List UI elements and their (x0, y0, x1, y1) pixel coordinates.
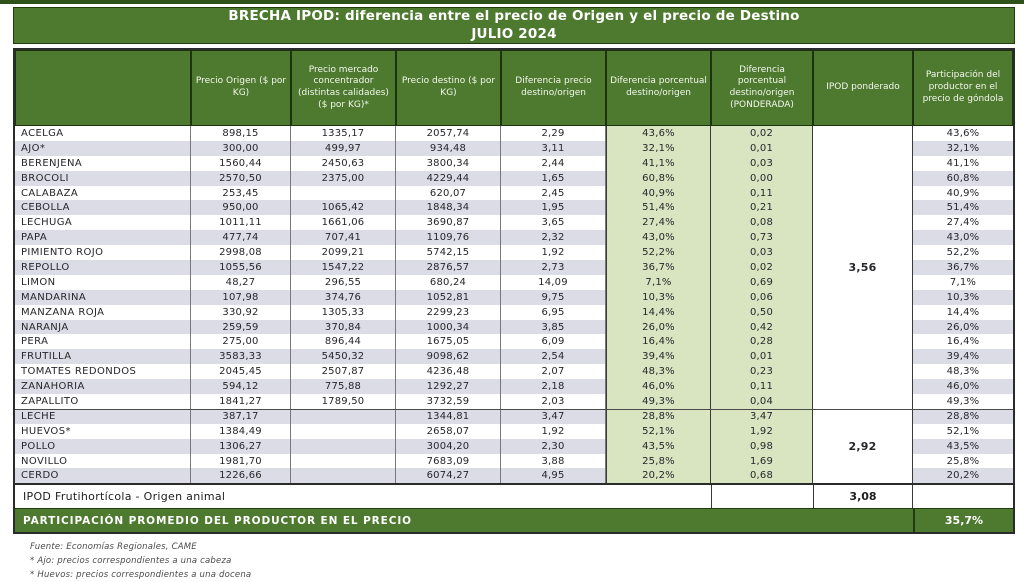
cell-mercado (291, 410, 396, 424)
product-name: LIMON (15, 275, 191, 290)
cell-dif_pct_pond: 0,50 (711, 305, 813, 320)
cell-mercado: 1305,33 (291, 305, 396, 320)
cell-dif: 1,65 (501, 171, 606, 186)
cell-dif: 3,65 (501, 215, 606, 230)
cell-origen: 898,15 (191, 126, 291, 141)
table-row (15, 468, 1013, 483)
table-row (15, 334, 1013, 349)
product-name: MANZANA ROJA (15, 305, 191, 320)
cell-ipod (813, 156, 913, 171)
product-name: REPOLLO (15, 260, 191, 275)
cell-dif_pct: 39,4% (606, 349, 711, 364)
cell-dif_pct_pond: 0,69 (711, 275, 813, 290)
cell-origen: 300,00 (191, 141, 291, 156)
cell-ipod (813, 141, 913, 156)
cell-dif: 1,92 (501, 424, 606, 439)
cell-dif_pct: 20,2% (606, 468, 711, 483)
cell-dif_pct: 40,9% (606, 186, 711, 201)
cell-origen: 1841,27 (191, 394, 291, 409)
participation-row (15, 508, 1013, 532)
cell-destino: 934,48 (396, 141, 501, 156)
table-row (15, 364, 1013, 379)
cell-origen: 950,00 (191, 200, 291, 215)
product-name: ZAPALLITO (15, 394, 191, 409)
cell-participacion: 27,4% (913, 215, 1013, 230)
cell-participacion: 16,4% (913, 334, 1013, 349)
cell-dif_pct: 16,4% (606, 334, 711, 349)
cell-destino: 1848,34 (396, 200, 501, 215)
product-name: AJO* (15, 141, 191, 156)
cell-dif_pct: 52,2% (606, 245, 711, 260)
cell-dif_pct_pond: 1,92 (711, 424, 813, 439)
cell-mercado: 707,41 (291, 230, 396, 245)
column-header-participacion: Participación del productor en el precio de góndola (913, 50, 1013, 126)
cell-ipod (813, 290, 913, 305)
product-name: LECHUGA (15, 215, 191, 230)
cell-destino: 2299,23 (396, 305, 501, 320)
cell-dif_pct_pond: 0,23 (711, 364, 813, 379)
cell-origen: 2998,08 (191, 245, 291, 260)
cell-mercado: 370,84 (291, 320, 396, 335)
table-row (15, 260, 1013, 275)
cell-dif_pct: 14,4% (606, 305, 711, 320)
cell-dif_pct: 51,4% (606, 200, 711, 215)
cell-destino: 7683,09 (396, 454, 501, 469)
product-name: BROCOLI (15, 171, 191, 186)
cell-origen: 259,59 (191, 320, 291, 335)
cell-mercado: 2450,63 (291, 156, 396, 171)
cell-dif: 2,73 (501, 260, 606, 275)
cell-ipod (813, 454, 913, 469)
cell-dif_pct_pond: 0,01 (711, 349, 813, 364)
cell-destino: 1109,76 (396, 230, 501, 245)
cell-origen: 477,74 (191, 230, 291, 245)
cell-dif_pct_pond: 0,98 (711, 439, 813, 454)
product-name: NARANJA (15, 320, 191, 335)
cell-participacion: 10,3% (913, 290, 1013, 305)
cell-origen: 1560,44 (191, 156, 291, 171)
cell-dif: 3,47 (501, 410, 606, 424)
cell-destino: 620,07 (396, 186, 501, 201)
cell-participacion: 52,1% (913, 424, 1013, 439)
column-header-product (15, 50, 191, 126)
product-name: CEBOLLA (15, 200, 191, 215)
table-row (15, 141, 1013, 156)
cell-mercado: 775,88 (291, 379, 396, 394)
table-row (15, 409, 1013, 424)
cell-origen: 1011,11 (191, 215, 291, 230)
cell-mercado: 1335,17 (291, 126, 396, 141)
cell-ipod (813, 126, 913, 141)
cell-participacion: 20,2% (913, 468, 1013, 483)
cell-dif: 6,95 (501, 305, 606, 320)
cell-destino: 1344,81 (396, 410, 501, 424)
cell-ipod (813, 320, 913, 335)
cell-origen: 594,12 (191, 379, 291, 394)
product-name: POLLO (15, 439, 191, 454)
cell-mercado: 2375,00 (291, 171, 396, 186)
cell-dif_pct_pond: 0,11 (711, 379, 813, 394)
cell-participacion: 41,1% (913, 156, 1013, 171)
cell-dif_pct_pond: 1,69 (711, 454, 813, 469)
cell-dif_pct: 32,1% (606, 141, 711, 156)
cell-mercado: 896,44 (291, 334, 396, 349)
cell-dif: 3,88 (501, 454, 606, 469)
table-row (15, 156, 1013, 171)
product-name: MANDARINA (15, 290, 191, 305)
cell-dif_pct: 26,0% (606, 320, 711, 335)
cell-destino: 1052,81 (396, 290, 501, 305)
product-name: CALABAZA (15, 186, 191, 201)
product-name: NOVILLO (15, 454, 191, 469)
table-row (15, 171, 1013, 186)
cell-dif: 1,95 (501, 200, 606, 215)
cell-participacion: 14,4% (913, 305, 1013, 320)
cell-participacion: 40,9% (913, 186, 1013, 201)
cell-ipod: 3,56 (813, 260, 913, 275)
ipod-report (13, 7, 1015, 582)
table-row (15, 215, 1013, 230)
cell-participacion: 7,1% (913, 275, 1013, 290)
cell-dif: 2,54 (501, 349, 606, 364)
cell-origen: 107,98 (191, 290, 291, 305)
column-header-diferencia-ponderada: Diferencia porcentual destino/origen (PONDERADA) (711, 50, 813, 126)
cell-participacion: 43,6% (913, 126, 1013, 141)
table-row (15, 186, 1013, 201)
cell-ipod (813, 230, 913, 245)
cell-dif_pct: 10,3% (606, 290, 711, 305)
cell-dif_pct_pond: 0,42 (711, 320, 813, 335)
product-name: PIMIENTO ROJO (15, 245, 191, 260)
cell-participacion: 46,0% (913, 379, 1013, 394)
cell-mercado: 2507,87 (291, 364, 396, 379)
cell-dif_pct: 48,3% (606, 364, 711, 379)
cell-dif_pct_pond: 0,08 (711, 215, 813, 230)
cell-ipod (813, 305, 913, 320)
cell-origen: 48,27 (191, 275, 291, 290)
footnote-huevos: * Huevos: precios correspondientes a una docena (30, 570, 252, 581)
product-name: CERDO (15, 468, 191, 483)
cell-ipod (813, 410, 913, 424)
cell-participacion: 43,5% (913, 439, 1013, 454)
cell-destino: 5742,15 (396, 245, 501, 260)
cell-dif_pct: 27,4% (606, 215, 711, 230)
ipod-summary-spacer (711, 485, 813, 508)
cell-dif_pct: 36,7% (606, 260, 711, 275)
product-name: LECHE (15, 410, 191, 424)
report-subtitle: JULIO 2024 (471, 25, 557, 42)
ipod-summary-row (15, 483, 1013, 508)
participation-value: 35,7% (913, 509, 1013, 532)
product-name: ZANAHORIA (15, 379, 191, 394)
table-body (15, 126, 1013, 483)
product-name: HUEVOS* (15, 424, 191, 439)
table-row (15, 305, 1013, 320)
cell-mercado (291, 454, 396, 469)
table-row (15, 394, 1013, 409)
product-name: PERA (15, 334, 191, 349)
cell-origen: 275,00 (191, 334, 291, 349)
cell-mercado: 1547,22 (291, 260, 396, 275)
cell-ipod (813, 171, 913, 186)
cell-ipod (813, 349, 913, 364)
cell-participacion: 48,3% (913, 364, 1013, 379)
cell-dif: 2,29 (501, 126, 606, 141)
cell-ipod (813, 379, 913, 394)
cell-destino: 1000,34 (396, 320, 501, 335)
top-border-strip (0, 0, 1024, 4)
cell-destino: 1675,05 (396, 334, 501, 349)
cell-dif: 3,85 (501, 320, 606, 335)
cell-dif: 4,95 (501, 468, 606, 483)
cell-mercado: 374,76 (291, 290, 396, 305)
cell-participacion: 43,0% (913, 230, 1013, 245)
cell-mercado (291, 439, 396, 454)
cell-dif: 2,32 (501, 230, 606, 245)
cell-destino: 2057,74 (396, 126, 501, 141)
column-header-diferencia-porcentual: Diferencia porcentual destino/origen (606, 50, 711, 126)
cell-destino: 2876,57 (396, 260, 501, 275)
table-row (15, 200, 1013, 215)
cell-origen: 1384,49 (191, 424, 291, 439)
cell-destino: 3004,20 (396, 439, 501, 454)
cell-destino: 680,24 (396, 275, 501, 290)
table-row (15, 454, 1013, 469)
table-header-row (15, 50, 1013, 126)
product-name: TOMATES REDONDOS (15, 364, 191, 379)
product-name: FRUTILLA (15, 349, 191, 364)
cell-dif_pct: 60,8% (606, 171, 711, 186)
report-title-bar (13, 7, 1015, 44)
cell-participacion: 60,8% (913, 171, 1013, 186)
cell-dif_pct_pond: 0,00 (711, 171, 813, 186)
cell-mercado: 2099,21 (291, 245, 396, 260)
cell-mercado (291, 186, 396, 201)
column-header-precio-destino: Precio destino ($ por KG) (396, 50, 501, 126)
cell-dif_pct_pond: 0,11 (711, 186, 813, 201)
cell-mercado (291, 424, 396, 439)
product-name: BERENJENA (15, 156, 191, 171)
cell-dif: 9,75 (501, 290, 606, 305)
table-row (15, 245, 1013, 260)
cell-dif_pct_pond: 0,73 (711, 230, 813, 245)
cell-destino: 3800,34 (396, 156, 501, 171)
cell-dif_pct_pond: 0,04 (711, 394, 813, 409)
participation-label: PARTICIPACIÓN PROMEDIO DEL PRODUCTOR EN EL PRECIO (23, 514, 412, 527)
column-header-ipod-ponderado: IPOD ponderado (813, 50, 913, 126)
table-row (15, 126, 1013, 141)
cell-destino: 6074,27 (396, 468, 501, 483)
cell-dif_pct: 46,0% (606, 379, 711, 394)
cell-ipod (813, 468, 913, 483)
cell-origen: 2045,45 (191, 364, 291, 379)
table-row (15, 424, 1013, 439)
cell-ipod (813, 245, 913, 260)
cell-dif_pct: 52,1% (606, 424, 711, 439)
cell-ipod (813, 215, 913, 230)
cell-dif_pct: 43,5% (606, 439, 711, 454)
cell-origen: 1055,56 (191, 260, 291, 275)
column-header-precio-origen: Precio Origen ($ por KG) (191, 50, 291, 126)
cell-destino: 4229,44 (396, 171, 501, 186)
cell-dif_pct: 28,8% (606, 410, 711, 424)
table-row (15, 320, 1013, 335)
cell-dif_pct_pond: 0,68 (711, 468, 813, 483)
column-header-precio-mercado: Precio mercado concentrador (distintas calidades) ($ por KG)* (291, 50, 396, 126)
cell-dif_pct: 25,8% (606, 454, 711, 469)
cell-origen: 253,45 (191, 186, 291, 201)
cell-dif_pct: 49,3% (606, 394, 711, 409)
cell-mercado: 5450,32 (291, 349, 396, 364)
cell-origen: 1226,66 (191, 468, 291, 483)
cell-destino: 4236,48 (396, 364, 501, 379)
cell-mercado: 1661,06 (291, 215, 396, 230)
cell-dif: 3,11 (501, 141, 606, 156)
cell-dif_pct: 43,0% (606, 230, 711, 245)
cell-dif_pct_pond: 0,06 (711, 290, 813, 305)
cell-mercado: 499,97 (291, 141, 396, 156)
cell-dif: 14,09 (501, 275, 606, 290)
footnote-ajo: * Ajo: precios correspondientes a una cabeza (30, 556, 232, 567)
cell-dif_pct_pond: 0,03 (711, 245, 813, 260)
cell-dif: 2,18 (501, 379, 606, 394)
cell-participacion: 26,0% (913, 320, 1013, 335)
table-row (15, 230, 1013, 245)
cell-origen: 2570,50 (191, 171, 291, 186)
cell-dif_pct: 43,6% (606, 126, 711, 141)
cell-mercado (291, 468, 396, 483)
cell-dif_pct: 7,1% (606, 275, 711, 290)
cell-ipod (813, 200, 913, 215)
product-name: PAPA (15, 230, 191, 245)
cell-participacion: 28,8% (913, 410, 1013, 424)
cell-participacion: 32,1% (913, 141, 1013, 156)
cell-origen: 1981,70 (191, 454, 291, 469)
cell-dif: 6,09 (501, 334, 606, 349)
cell-dif_pct_pond: 0,28 (711, 334, 813, 349)
table-row (15, 275, 1013, 290)
cell-dif_pct_pond: 0,01 (711, 141, 813, 156)
cell-dif: 1,92 (501, 245, 606, 260)
ipod-summary-value: 3,08 (813, 485, 913, 508)
table-row (15, 349, 1013, 364)
ipod-summary-label: IPOD Frutihortícola - Origen animal (23, 490, 226, 504)
cell-dif: 2,45 (501, 186, 606, 201)
cell-ipod (813, 186, 913, 201)
cell-dif: 2,44 (501, 156, 606, 171)
cell-ipod: 2,92 (813, 439, 913, 454)
cell-origen: 387,17 (191, 410, 291, 424)
ipod-table (13, 48, 1015, 534)
cell-origen: 1306,27 (191, 439, 291, 454)
cell-ipod (813, 364, 913, 379)
cell-dif_pct_pond: 0,02 (711, 126, 813, 141)
cell-dif_pct_pond: 3,47 (711, 410, 813, 424)
product-name: ACELGA (15, 126, 191, 141)
cell-dif: 2,07 (501, 364, 606, 379)
cell-dif: 2,30 (501, 439, 606, 454)
cell-destino: 2658,07 (396, 424, 501, 439)
cell-participacion: 36,7% (913, 260, 1013, 275)
footnote-source: Fuente: Economías Regionales, CAME (30, 542, 197, 553)
cell-dif_pct_pond: 0,03 (711, 156, 813, 171)
ipod-summary-spacer (913, 485, 1013, 508)
cell-participacion: 25,8% (913, 454, 1013, 469)
cell-mercado: 296,55 (291, 275, 396, 290)
cell-participacion: 39,4% (913, 349, 1013, 364)
cell-dif_pct: 41,1% (606, 156, 711, 171)
cell-origen: 330,92 (191, 305, 291, 320)
table-row (15, 379, 1013, 394)
cell-ipod (813, 275, 913, 290)
report-title: BRECHA IPOD: diferencia entre el precio de Origen y el precio de Destino (228, 7, 800, 24)
table-row (15, 439, 1013, 454)
table-row (15, 290, 1013, 305)
cell-participacion: 49,3% (913, 394, 1013, 409)
cell-participacion: 52,2% (913, 245, 1013, 260)
cell-dif_pct_pond: 0,02 (711, 260, 813, 275)
cell-mercado: 1789,50 (291, 394, 396, 409)
cell-origen: 3583,33 (191, 349, 291, 364)
cell-destino: 3732,59 (396, 394, 501, 409)
cell-destino: 1292,27 (396, 379, 501, 394)
cell-dif: 2,03 (501, 394, 606, 409)
cell-mercado: 1065,42 (291, 200, 396, 215)
cell-ipod (813, 424, 913, 439)
cell-dif_pct_pond: 0,21 (711, 200, 813, 215)
column-header-diferencia-precio: Diferencia precio destino/origen (501, 50, 606, 126)
cell-destino: 3690,87 (396, 215, 501, 230)
cell-destino: 9098,62 (396, 349, 501, 364)
cell-ipod (813, 334, 913, 349)
cell-participacion: 51,4% (913, 200, 1013, 215)
cell-ipod (813, 394, 913, 409)
